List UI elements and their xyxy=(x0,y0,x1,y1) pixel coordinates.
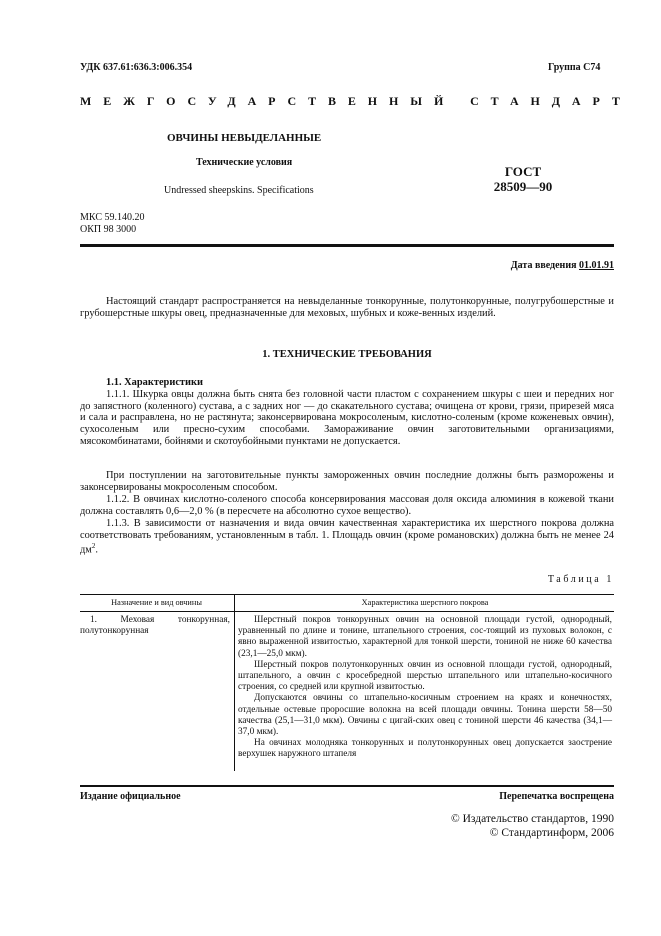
table-header-col2: Характеристика шерстного покрова xyxy=(361,598,489,607)
okp-code: ОКП 98 3000 xyxy=(80,224,137,235)
header-divider xyxy=(80,244,614,247)
section-heading: 1. ТЕХНИЧЕСКИЕ ТРЕБОВАНИЯ xyxy=(262,349,432,360)
intro-date-value: 01.01.91 xyxy=(579,260,614,271)
document-title: ОВЧИНЫ НЕВЫДЕЛАННЫЕ xyxy=(167,132,322,144)
table-cell-paragraph: Допускаются овчины со штапельно-косичным строением на краях и конечностях, отдельные остевые проросшие волокна на всей площади овчины. Тонина шерсти 58—50 качества (25,1—31,0 мкм). Овчины с цигай-ских овец с тониной шерсти 46 качества (34,1—37,0 мкм). xyxy=(238,693,612,738)
group-code: Группа С74 xyxy=(548,62,601,73)
table-cell-paragraph: Шерстный покров тонкорунных овчин на основной площади густой, однородный, уравненный по длине и тонине, штапельного строения, сос-тоящий из пуховых волокон, с явно выраженной извитостью, характерной для тонкой шерсти, тониной не ниже 60 качества (23,1—25,0 мкм). xyxy=(238,615,612,659)
document-title-en: Undressed sheepskins. Specifications xyxy=(164,185,314,196)
official-edition: Издание официальное xyxy=(80,791,181,802)
table-caption: Таблица 1 xyxy=(547,574,614,585)
table-cell-paragraph: Шерстный покров полутонкорунных овчин из основной площади густой, однородный, штапельного, а овчин с кросебредной шерстью штапельного или штапельно-косичного строения, со средней или крупной извитостью. xyxy=(238,659,612,693)
udk-code: УДК 637.61:636.3:006.354 xyxy=(80,62,193,73)
intro-date-label: Дата введения xyxy=(510,260,577,271)
intro-paragraph: Настоящий стандарт распространяется на невыделанные тонкорунные, полутонкорунные, полугрубошерстные и грубошерстные шкуры овец, предназначенные для меховых, шубных и коже-венных изделий. xyxy=(80,296,614,319)
gost-label: ГОСТ xyxy=(504,164,542,179)
paragraph-1-1-3 xyxy=(80,518,614,557)
table-cell-paragraph: На овчинах молодняка тонкорунных и полутонкорунных овец допускается заострение верхушек наружного штапеля xyxy=(238,738,612,760)
paragraph-1-1-3-text: 1.1.3. В зависимости от назначения и вида овчин качественная характеристика их шерстного покрова должна соответствовать требованиям, установленным в табл. 1. Площадь овчин (кроме романовских) должна быть не менее 24 дм xyxy=(80,518,614,556)
paragraph-1-1-2: 1.1.2. В овчинах кислотно-соленого способа консервирования массовая доля оксида алюминия в кожевой ткани должна составлять 0,6—2,0 % (в пересчете на абсолютно сухое вещество). xyxy=(80,494,614,517)
copyright-publisher: © Издательство стандартов, 1990 xyxy=(450,813,614,825)
table-row-label: 1. Меховая тонкорунная, полутонкорунная xyxy=(80,615,230,637)
paragraph-1-1-3-end: . xyxy=(95,544,98,556)
reprint-prohibited: Перепечатка воспрещена xyxy=(499,791,614,802)
table-header-rule xyxy=(80,611,614,612)
paragraph-1-1-1: 1.1.1. Шкурка овцы должна быть снята без головной части пластом с сохранением шкуры с шеи и передних ног до запястного (коленного) сустава, а с задних ног — до скакательного сустава; очищена от крови, грязи, прирезей мяса и сала и расправлена, но не растянута; законсервирована мокросоленым, кислотно-соленым (кроме коженевых овчин), сухосоленым или пресно-сухим способами. Замораживание овчин заготовительными организациями, мясокомбинатами, бойнями и скотоубойными пунктами не допускается. xyxy=(80,389,614,447)
document-subtitle: Технические условия xyxy=(196,157,293,168)
table-header-col1: Назначение и вид овчины xyxy=(111,598,202,607)
table-column-divider xyxy=(234,594,235,771)
table-row-content xyxy=(238,615,612,761)
gost-number: 28509—90 xyxy=(493,179,553,194)
intro-date xyxy=(511,260,614,271)
footer-divider xyxy=(80,785,614,787)
table-top-rule xyxy=(80,594,614,595)
standard-type: МЕЖГОСУДАРСТВЕННЫЙ СТАНДАРТ xyxy=(80,94,632,108)
subsection-heading: 1.1. Характеристики xyxy=(106,377,204,388)
paragraph-1-1-1-b: При поступлении на заготовительные пункты замороженных овчин последние должны быть разморожены и законсервированы мокросоленым способом. xyxy=(80,470,614,493)
copyright-standartinform: © Стандартинформ, 2006 xyxy=(489,827,614,839)
mks-code: МКС 59.140.20 xyxy=(80,212,145,223)
paragraph-1-1-3-sup: 2 xyxy=(91,542,96,551)
